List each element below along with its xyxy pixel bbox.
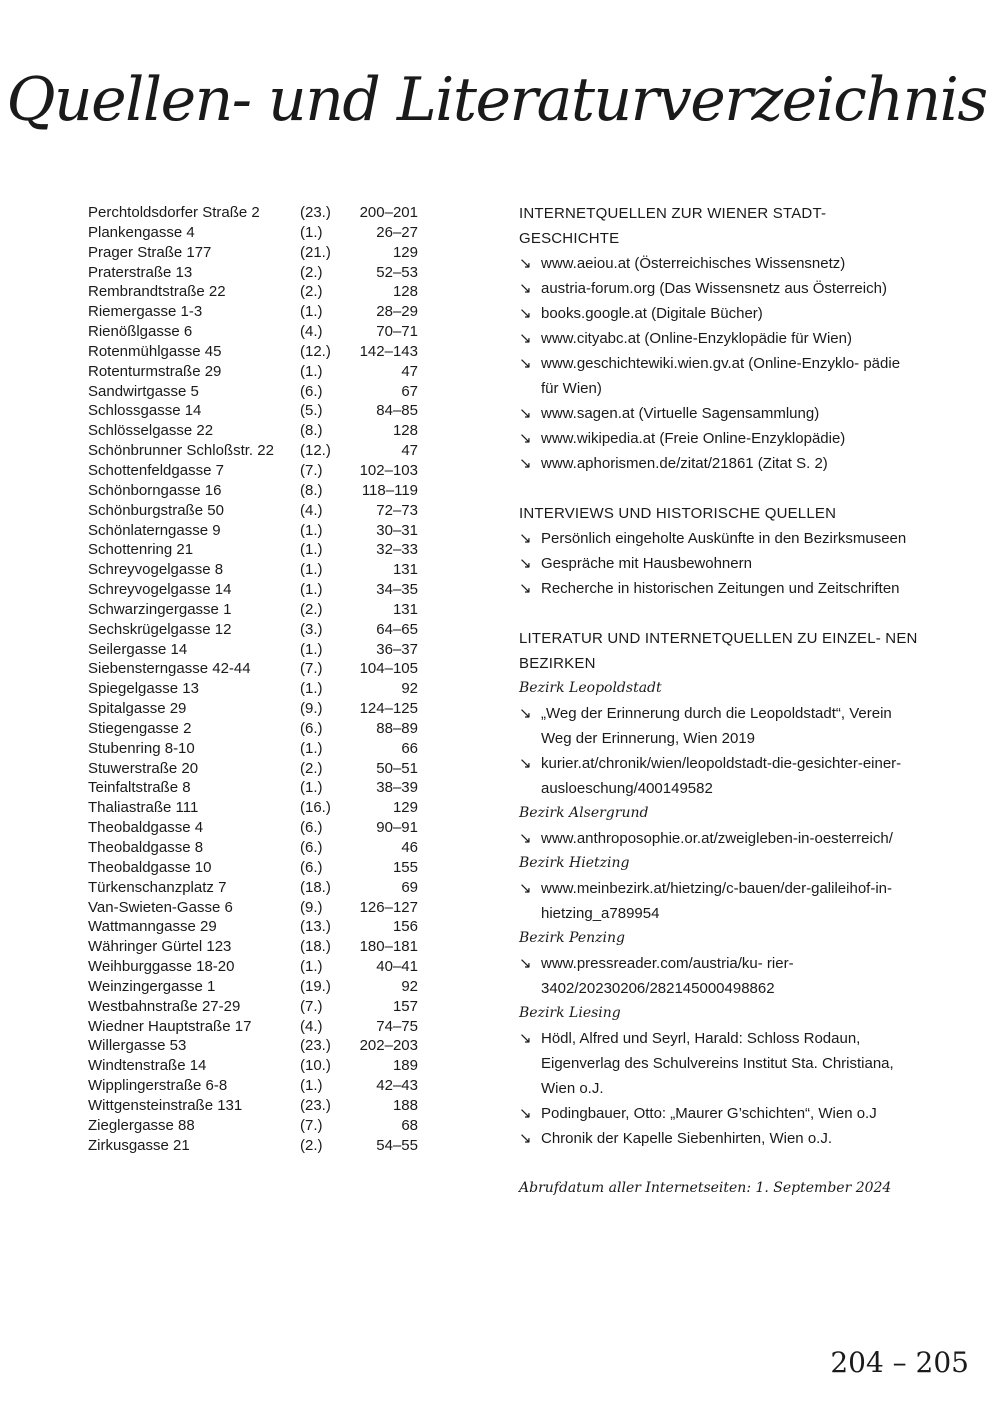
- index-district: (1.): [300, 1077, 323, 1095]
- index-row: [88, 540, 420, 560]
- index-row: [88, 858, 420, 878]
- source-item: [519, 576, 919, 601]
- arrow-icon: ↘: [519, 755, 532, 772]
- index-district: (1.): [300, 739, 323, 757]
- section-heading: INTERVIEWS UND HISTORISCHE QUELLEN: [519, 505, 837, 522]
- index-district: (2.): [300, 283, 323, 301]
- source-item: [519, 1126, 919, 1151]
- index-street: Schönlaterngasse 9: [88, 521, 221, 539]
- index-district: (2.): [300, 759, 323, 777]
- index-pages: 74–75: [376, 1017, 418, 1035]
- arrow-icon: ↘: [519, 355, 532, 372]
- index-street: Siebensterngasse 42-44: [88, 660, 251, 678]
- index-street: Prager Straße 177: [88, 243, 212, 261]
- section-heading: LITERATUR UND INTERNETQUELLEN ZU EINZEL- NEN BEZIRKEN: [519, 630, 918, 672]
- source-text: Persönlich eingeholte Auskünfte in den Bezirksmuseen: [541, 530, 907, 547]
- index-row: [88, 362, 420, 382]
- index-row: [88, 481, 420, 501]
- arrow-icon: ↘: [519, 455, 532, 472]
- index-district: (13.): [300, 918, 331, 936]
- arrow-icon: ↘: [519, 1105, 532, 1122]
- index-street: Theobaldgasse 4: [88, 819, 204, 837]
- index-pages: 32–33: [376, 541, 418, 559]
- index-district: (2.): [300, 263, 323, 281]
- source-text: Recherche in historischen Zeitungen und Zeitschriften: [541, 580, 900, 597]
- index-pages: 52–53: [376, 263, 418, 281]
- index-row: [88, 937, 420, 957]
- index-street: Zirkusgasse 21: [88, 1136, 190, 1154]
- index-row: [88, 243, 420, 263]
- source-item: [519, 751, 919, 801]
- index-row: [88, 560, 420, 580]
- index-district: (16.): [300, 799, 331, 817]
- arrow-icon: ↘: [519, 880, 532, 897]
- index-pages: 70–71: [376, 323, 418, 341]
- index-pages: 157: [392, 997, 418, 1015]
- index-pages: 128: [392, 283, 418, 301]
- index-pages: 156: [392, 918, 418, 936]
- index-row: [88, 302, 420, 322]
- source-text: www.aphorismen.de/zitat/21861 (Zitat S. 2): [541, 455, 828, 472]
- arrow-icon: ↘: [519, 830, 532, 847]
- index-pages: 54–55: [376, 1136, 418, 1154]
- index-street: Schönborngasse 16: [88, 481, 222, 499]
- source-item: [519, 826, 919, 851]
- index-street: Thaliastraße 111: [88, 799, 199, 817]
- index-pages: 188: [392, 1096, 418, 1114]
- index-district: (1.): [300, 779, 323, 797]
- index-row: [88, 719, 420, 739]
- index-pages: 36–37: [376, 640, 418, 658]
- index-district: (6.): [300, 382, 323, 400]
- index-district: (1.): [300, 223, 323, 241]
- index-pages: 47: [401, 442, 418, 460]
- index-row: [88, 441, 420, 461]
- index-street: Teinfaltstraße 8: [88, 779, 191, 797]
- index-pages: 68: [401, 1116, 418, 1134]
- index-district: (10.): [300, 1057, 331, 1075]
- arrow-icon: ↘: [519, 255, 532, 272]
- index-pages: 84–85: [376, 402, 418, 420]
- index-pages: 28–29: [376, 303, 418, 321]
- index-district: (8.): [300, 422, 323, 440]
- source-item: [519, 701, 919, 751]
- page-title: Quellen- und Literaturverzeichnis: [6, 65, 987, 135]
- index-street: Schlossgasse 14: [88, 402, 202, 420]
- index-pages: 30–31: [376, 521, 418, 539]
- index-district: (2.): [300, 600, 323, 618]
- district-subheading: Bezirk Alsergrund: [519, 805, 649, 821]
- index-pages: 180–181: [359, 938, 418, 956]
- index-row: [88, 818, 420, 838]
- index-street: Weihburggasse 18-20: [88, 958, 235, 976]
- index-pages: 202–203: [359, 1037, 418, 1055]
- source-text: www.pressreader.com/austria/ku- rier-3402/20230206/282145000498862: [541, 955, 794, 997]
- index-district: (6.): [300, 839, 323, 856]
- index-row: [88, 1076, 420, 1096]
- index-street: Türkenschanzplatz 7: [88, 878, 227, 896]
- index-pages: 92: [401, 977, 418, 995]
- index-street: Weinzingergasse 1: [88, 977, 216, 995]
- street-index: [88, 203, 420, 1156]
- index-district: (9.): [300, 898, 323, 916]
- source-text: Podingbauer, Otto: „Maurer G’schichten“, Wien o.J: [541, 1105, 877, 1122]
- source-item: [519, 1026, 919, 1101]
- source-text: Chronik der Kapelle Siebenhirten, Wien o.J.: [541, 1130, 832, 1147]
- index-street: Rienößlgasse 6: [88, 323, 193, 341]
- index-street: Rotenturmstraße 29: [88, 362, 222, 380]
- index-district: (7.): [300, 1116, 323, 1134]
- index-district: (1.): [300, 362, 323, 380]
- index-district: (4.): [300, 501, 323, 519]
- index-street: Rotenmühlgasse 45: [88, 342, 222, 360]
- index-street: Schönburgstraße 50: [88, 501, 224, 519]
- index-district: (1.): [300, 640, 323, 658]
- sources-column: [519, 201, 919, 1201]
- index-pages: 131: [392, 561, 418, 579]
- index-row: [88, 838, 420, 858]
- index-pages: 66: [401, 739, 418, 757]
- source-text: www.cityabc.at (Online-Enzyklopädie für Wien): [541, 330, 852, 347]
- source-text: www.meinbezirk.at/hietzing/c-bauen/der-galileihof-in-hietzing_a789954: [541, 880, 892, 922]
- index-pages: 92: [401, 680, 418, 698]
- index-pages: 118–119: [361, 481, 418, 499]
- index-street: Schreyvogelgasse 14: [88, 581, 232, 599]
- index-district: (21.): [300, 243, 331, 261]
- source-section: [519, 201, 919, 476]
- index-pages: 34–35: [376, 581, 418, 599]
- index-pages: 200–201: [359, 204, 418, 221]
- index-district: (3.): [300, 620, 323, 638]
- source-item: [519, 876, 919, 926]
- index-district: (8.): [300, 481, 323, 499]
- index-row: [88, 977, 420, 997]
- index-row: [88, 342, 420, 362]
- index-row: [88, 223, 420, 243]
- index-district: (1.): [300, 561, 323, 579]
- index-street: Währinger Gürtel 123: [88, 938, 232, 956]
- source-item: [519, 426, 919, 451]
- index-row: [88, 739, 420, 759]
- index-pages: 129: [392, 799, 418, 817]
- index-row: [88, 263, 420, 283]
- index-pages: 26–27: [376, 223, 418, 241]
- index-street: Plankengasse 4: [88, 223, 195, 241]
- index-pages: 102–103: [359, 461, 418, 479]
- index-district: (18.): [300, 878, 331, 896]
- index-row: [88, 461, 420, 481]
- index-street: Stiegengasse 2: [88, 719, 192, 737]
- index-row: [88, 640, 420, 660]
- index-street: Van-Swieten-Gasse 6: [88, 898, 233, 916]
- index-street: Seilergasse 14: [88, 640, 188, 658]
- index-row: [88, 699, 420, 719]
- index-row: [88, 898, 420, 918]
- source-item: [519, 951, 919, 1001]
- index-pages: 42–43: [376, 1077, 418, 1095]
- index-row: [88, 659, 420, 679]
- index-row: [88, 1136, 420, 1156]
- arrow-icon: ↘: [519, 330, 532, 347]
- index-district: (23.): [300, 1037, 331, 1055]
- index-district: (7.): [300, 997, 323, 1015]
- arrow-icon: ↘: [519, 1130, 532, 1147]
- index-street: Praterstraße 13: [88, 263, 193, 281]
- index-street: Schönbrunner Schloßstr. 22: [88, 442, 274, 460]
- index-street: Perchtoldsdorfer Straße 2: [88, 204, 260, 221]
- index-pages: 46: [401, 839, 418, 856]
- page-numbers: 204 – 205: [830, 1346, 969, 1379]
- retrieval-date-note: Abrufdatum aller Internetseiten: 1. September 2024: [519, 1180, 892, 1196]
- index-district: (1.): [300, 521, 323, 539]
- source-section: [519, 626, 919, 1151]
- source-text: books.google.at (Digitale Bücher): [541, 305, 763, 322]
- index-pages: 67: [401, 382, 418, 400]
- index-pages: 90–91: [376, 819, 418, 837]
- index-street: Wiedner Hauptstraße 17: [88, 1017, 252, 1035]
- index-pages: 88–89: [376, 719, 418, 737]
- index-street: Schlösselgasse 22: [88, 422, 214, 440]
- arrow-icon: ↘: [519, 555, 532, 572]
- index-district: (23.): [300, 204, 331, 221]
- district-subheading: Bezirk Hietzing: [519, 855, 630, 871]
- arrow-icon: ↘: [519, 1030, 532, 1047]
- index-street: Schwarzingergasse 1: [88, 600, 232, 618]
- index-pages: 142–143: [359, 342, 418, 360]
- index-row: [88, 600, 420, 620]
- source-item: [519, 251, 919, 276]
- index-row: [88, 759, 420, 779]
- index-street: Schottenring 21: [88, 541, 194, 559]
- index-row: [88, 620, 420, 640]
- source-item: [519, 401, 919, 426]
- index-district: (7.): [300, 660, 323, 678]
- index-street: Riemergasse 1-3: [88, 303, 203, 321]
- index-row: [88, 997, 420, 1017]
- source-text: kurier.at/chronik/wien/leopoldstadt-die-gesichter-einer-ausloeschung/400149582: [541, 755, 902, 797]
- index-street: Sechskrügelgasse 12: [88, 620, 232, 638]
- index-row: [88, 878, 420, 898]
- index-street: Spiegelgasse 13: [88, 680, 199, 698]
- index-row: [88, 778, 420, 798]
- source-item: [519, 451, 919, 476]
- index-street: Zieglergasse 88: [88, 1116, 195, 1134]
- index-district: (4.): [300, 323, 323, 341]
- source-text: „Weg der Erinnerung durch die Leopoldstadt“, Verein Weg der Erinnerung, Wien 2019: [541, 705, 892, 747]
- index-pages: 64–65: [376, 620, 418, 638]
- index-street: Wipplingerstraße 6-8: [88, 1077, 228, 1095]
- index-district: (4.): [300, 1017, 323, 1035]
- index-district: (6.): [300, 819, 323, 837]
- index-district: (1.): [300, 541, 323, 559]
- index-row: [88, 580, 420, 600]
- source-item: [519, 1101, 919, 1126]
- index-row: [88, 1116, 420, 1136]
- arrow-icon: ↘: [519, 405, 532, 422]
- section-heading: INTERNETQUELLEN ZUR WIENER STADT- GESCHICHTE: [519, 205, 827, 247]
- index-street: Spitalgasse 29: [88, 700, 187, 718]
- index-street: Wittgensteinstraße 131: [88, 1096, 243, 1114]
- index-row: [88, 322, 420, 342]
- index-district: (1.): [300, 680, 323, 698]
- index-street: Sandwirtgasse 5: [88, 382, 199, 400]
- source-text: www.anthroposophie.or.at/zweigleben-in-oesterreich/: [541, 830, 893, 847]
- source-item: [519, 301, 919, 326]
- arrow-icon: ↘: [519, 705, 532, 722]
- source-item: [519, 276, 919, 301]
- index-pages: 131: [392, 600, 418, 618]
- index-street: Theobaldgasse 8: [88, 839, 204, 856]
- index-row: [88, 1096, 420, 1116]
- source-text: Gespräche mit Hausbewohnern: [541, 555, 752, 572]
- index-row: [88, 501, 420, 521]
- index-row: [88, 1036, 420, 1056]
- index-row: [88, 203, 420, 223]
- source-text: www.sagen.at (Virtuelle Sagensammlung): [541, 405, 820, 422]
- source-text: www.geschichtewiki.wien.gv.at (Online-Enzyklo- pädie für Wien): [541, 355, 901, 397]
- index-district: (18.): [300, 938, 331, 956]
- index-row: [88, 798, 420, 818]
- source-sections: [519, 201, 919, 1151]
- source-item: [519, 526, 919, 551]
- arrow-icon: ↘: [519, 955, 532, 972]
- source-text: www.aeiou.at (Österreichisches Wissensnetz): [541, 255, 846, 272]
- index-street: Willergasse 53: [88, 1037, 187, 1055]
- index-row: [88, 1056, 420, 1076]
- index-row: [88, 401, 420, 421]
- index-row: [88, 1017, 420, 1037]
- index-row: [88, 957, 420, 977]
- index-street: Rembrandtstraße 22: [88, 283, 226, 301]
- index-street: Schottenfeldgasse 7: [88, 461, 224, 479]
- source-item: [519, 351, 919, 401]
- arrow-icon: ↘: [519, 305, 532, 322]
- index-pages: 69: [401, 878, 418, 896]
- index-street: Stubenring 8-10: [88, 739, 195, 757]
- index-district: (1.): [300, 958, 323, 976]
- index-street: Westbahnstraße 27-29: [88, 997, 241, 1015]
- index-district: (5.): [300, 402, 323, 420]
- index-pages: 129: [392, 243, 418, 261]
- arrow-icon: ↘: [519, 430, 532, 447]
- district-subheading: Bezirk Penzing: [519, 930, 625, 946]
- index-street: Stuwerstraße 20: [88, 759, 199, 777]
- source-text: www.wikipedia.at (Freie Online-Enzyklopädie): [541, 430, 846, 447]
- index-pages: 38–39: [376, 779, 418, 797]
- index-row: [88, 679, 420, 699]
- index-district: (12.): [300, 442, 331, 460]
- source-item: [519, 326, 919, 351]
- index-district: (6.): [300, 719, 323, 737]
- arrow-icon: ↘: [519, 530, 532, 547]
- index-pages: 72–73: [376, 501, 418, 519]
- index-pages: 126–127: [359, 898, 418, 916]
- index-pages: 155: [392, 858, 418, 876]
- index-district: (1.): [300, 303, 323, 321]
- district-subheading: Bezirk Liesing: [519, 1005, 621, 1021]
- index-district: (6.): [300, 858, 323, 876]
- index-pages: 50–51: [376, 759, 418, 777]
- index-pages: 128: [392, 422, 418, 440]
- index-district: (1.): [300, 581, 323, 599]
- index-street: Windtenstraße 14: [88, 1057, 207, 1075]
- index-pages: 104–105: [359, 660, 418, 678]
- index-district: (7.): [300, 461, 323, 479]
- index-street: Wattmanngasse 29: [88, 918, 217, 936]
- index-district: (12.): [300, 342, 331, 360]
- index-pages: 124–125: [359, 700, 418, 718]
- index-row: [88, 521, 420, 541]
- source-section: [519, 501, 919, 601]
- index-street: Theobaldgasse 10: [88, 858, 212, 876]
- index-pages: 40–41: [376, 958, 418, 976]
- index-row: [88, 382, 420, 402]
- index-district: (23.): [300, 1096, 331, 1114]
- index-district: (9.): [300, 700, 323, 718]
- index-row: [88, 282, 420, 302]
- source-item: [519, 551, 919, 576]
- index-row: [88, 421, 420, 441]
- index-district: (19.): [300, 977, 331, 995]
- source-text: Hödl, Alfred und Seyrl, Harald: Schloss Rodaun, Eigenverlag des Schulvereins Institut Sta. Christiana, Wien o.J.: [541, 1030, 894, 1097]
- index-row: [88, 917, 420, 937]
- district-subheading: Bezirk Leopoldstadt: [519, 680, 662, 696]
- index-street: Schreyvogelgasse 8: [88, 561, 224, 579]
- index-district: (2.): [300, 1136, 323, 1154]
- index-pages: 47: [401, 362, 418, 380]
- source-text: austria-forum.org (Das Wissensnetz aus Österreich): [541, 280, 887, 297]
- index-pages: 189: [392, 1057, 418, 1075]
- arrow-icon: ↘: [519, 580, 532, 597]
- arrow-icon: ↘: [519, 280, 532, 297]
